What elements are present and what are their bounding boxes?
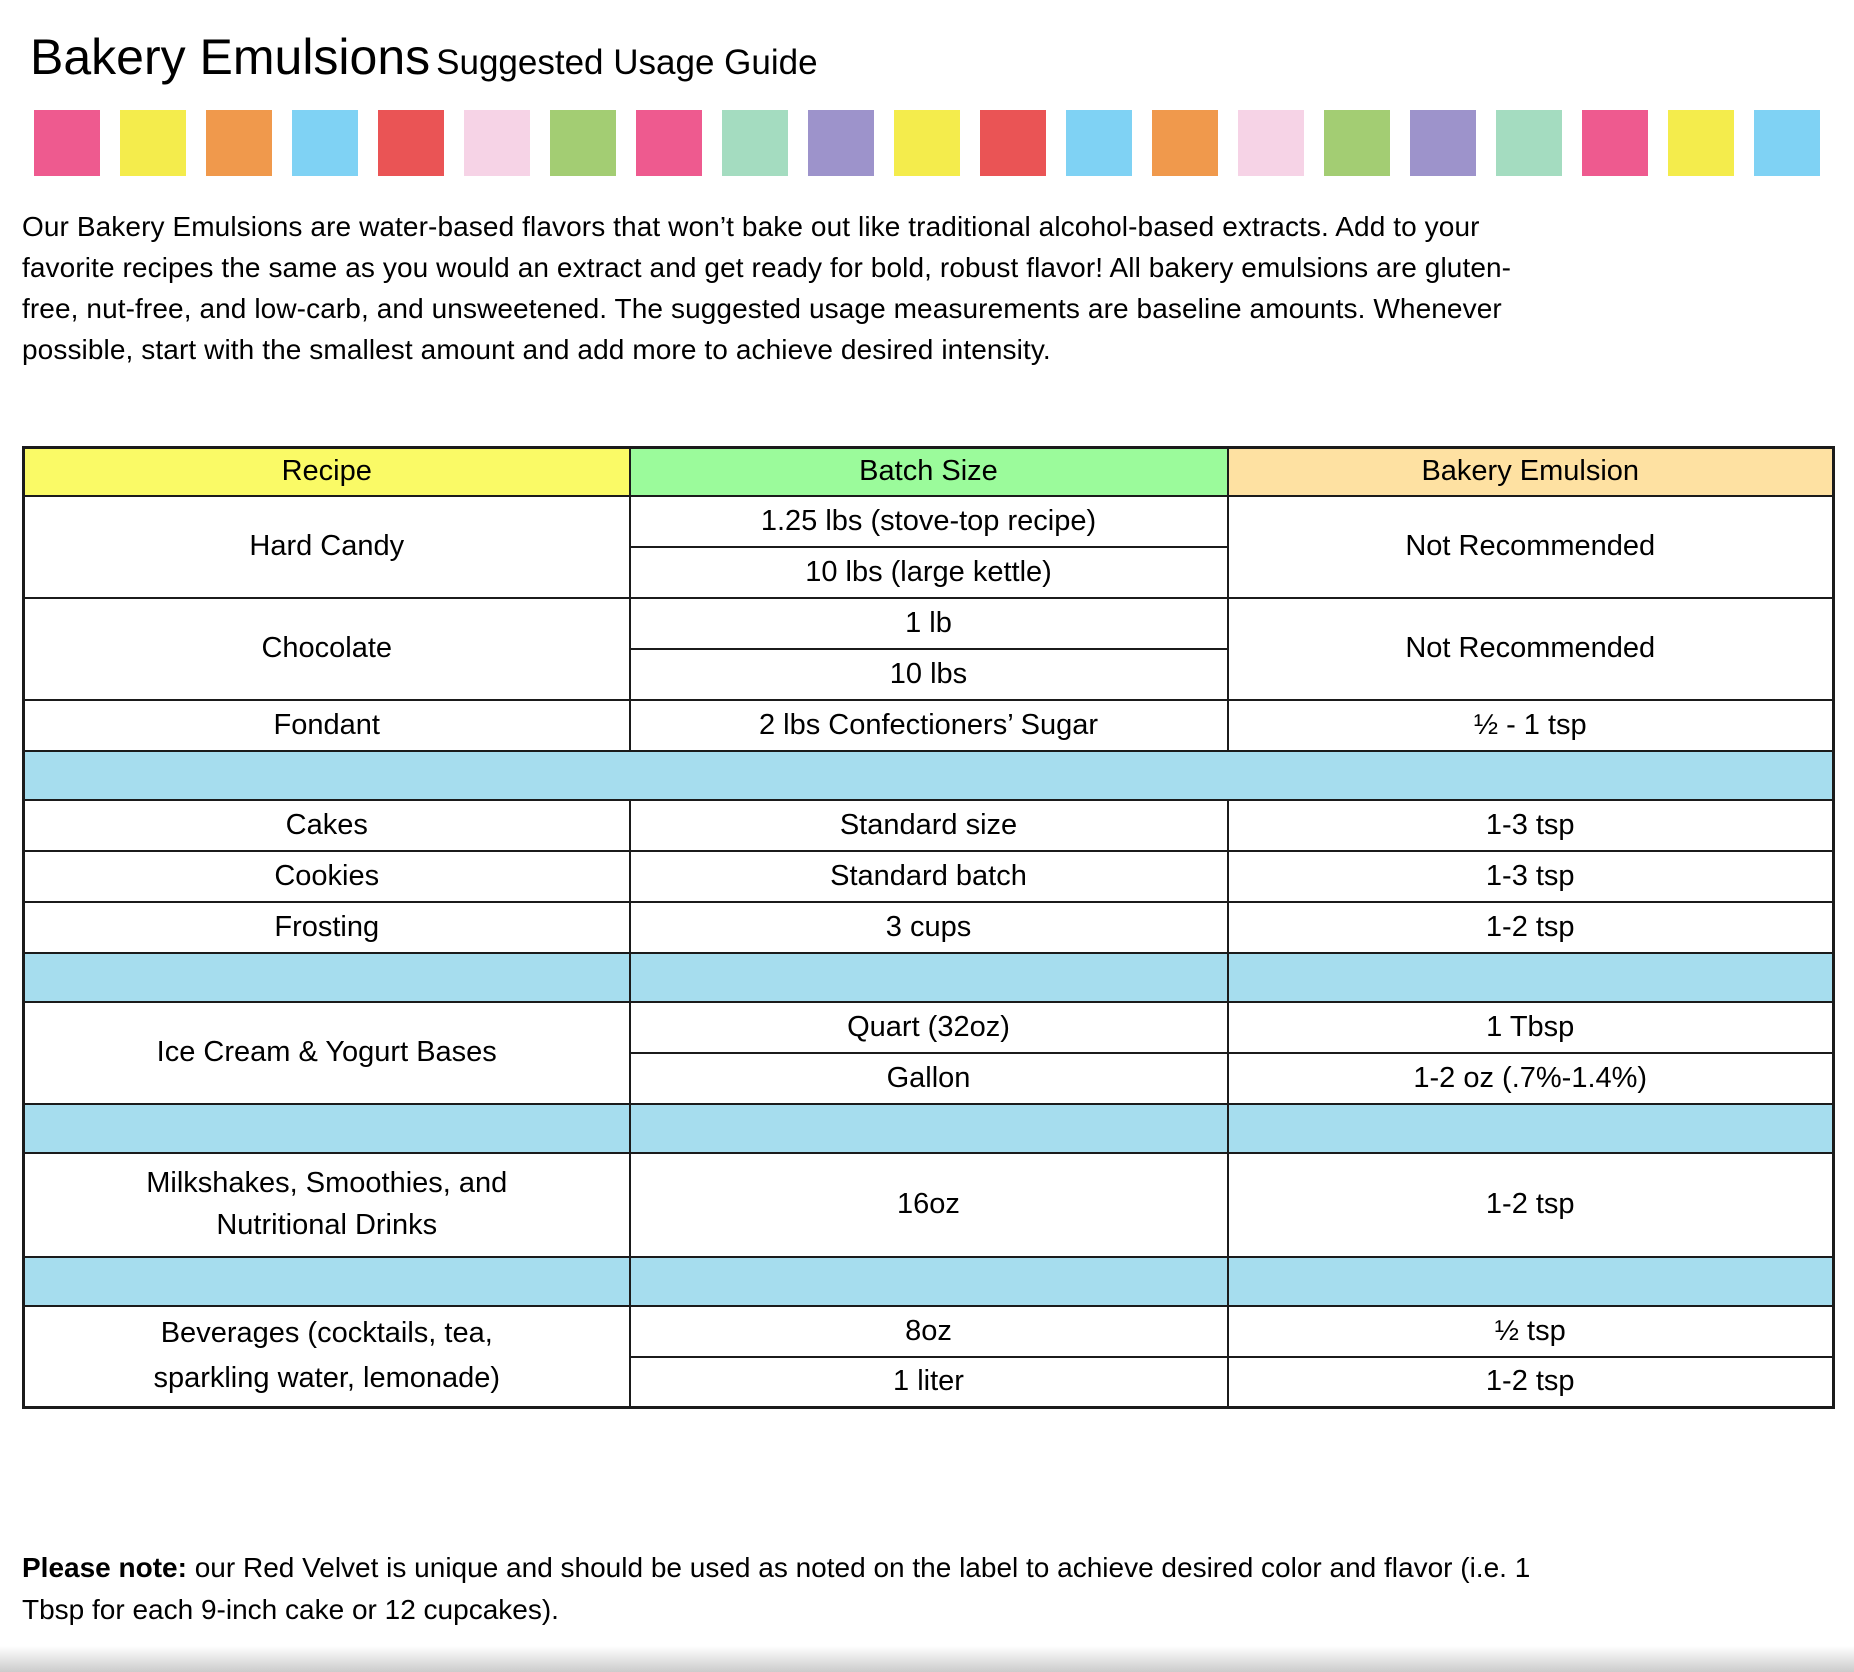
batch-cell-hard-candy-kettle: 10 lbs (large kettle) <box>630 547 1228 598</box>
recipe-cell-ice-cream: Ice Cream & Yogurt Bases <box>24 1002 630 1104</box>
divider-cell <box>630 1257 1228 1306</box>
emulsion-cell-fondant: ½ - 1 tsp <box>1228 700 1834 751</box>
recipe-cell-beverages-text: Beverages (cocktails, tea, sparkling water, lemonade) <box>153 1317 501 1395</box>
color-swatch <box>1496 110 1562 176</box>
divider-cell <box>24 751 1834 800</box>
footnote-label: Please note: <box>22 1552 187 1583</box>
color-swatch <box>1410 110 1476 176</box>
table-row <box>24 902 1834 953</box>
divider-cell <box>630 1104 1228 1153</box>
color-swatch <box>1152 110 1218 176</box>
intro-line: Our Bakery Emulsions are water-based flavors that won’t bake out like traditional alcohol-based extracts. Add to your <box>22 211 1480 242</box>
emulsion-cell-hard-candy: Not Recommended <box>1228 496 1834 598</box>
table-row <box>24 800 1834 851</box>
emulsion-cell-ice-cream-gallon: 1-2 oz (.7%-1.4%) <box>1228 1053 1834 1104</box>
batch-cell-milkshakes: 16oz <box>630 1153 1228 1257</box>
divider-row <box>24 1104 1834 1153</box>
batch-cell-cookies: Standard batch <box>630 851 1228 902</box>
color-swatch <box>464 110 530 176</box>
color-swatch <box>1238 110 1304 176</box>
document-page <box>0 26 1854 1631</box>
batch-cell-cakes: Standard size <box>630 800 1228 851</box>
page-title-main: Bakery Emulsions <box>30 29 431 85</box>
divider-cell <box>630 953 1228 1002</box>
batch-cell-chocolate-1lb: 1 lb <box>630 598 1228 649</box>
color-swatch <box>550 110 616 176</box>
emulsion-cell-chocolate: Not Recommended <box>1228 598 1834 700</box>
batch-cell-chocolate-10lbs: 10 lbs <box>630 649 1228 700</box>
emulsion-cell-frosting: 1-2 tsp <box>1228 902 1834 953</box>
color-swatch <box>206 110 272 176</box>
recipe-cell-milkshakes <box>24 1153 630 1257</box>
batch-cell-beverages-8oz: 8oz <box>630 1306 1228 1357</box>
emulsion-cell-ice-cream-quart: 1 Tbsp <box>1228 1002 1834 1053</box>
color-swatch <box>1754 110 1820 176</box>
divider-cell <box>1228 953 1834 1002</box>
footnote-line: Tbsp for each 9-inch cake or 12 cupcakes). <box>22 1594 559 1625</box>
page-title <box>30 26 1832 94</box>
emulsion-cell-milkshakes: 1-2 tsp <box>1228 1153 1834 1257</box>
batch-cell-fondant: 2 lbs Confectioners’ Sugar <box>630 700 1228 751</box>
table-header-row <box>24 448 1834 496</box>
batch-cell-ice-cream-quart: Quart (32oz) <box>630 1002 1228 1053</box>
table-row <box>24 700 1834 751</box>
footnote-line: our Red Velvet is unique and should be used as noted on the label to achieve desired color and flavor (i.e. 1 <box>194 1552 1531 1583</box>
divider-row <box>24 1257 1834 1306</box>
table-row <box>24 598 1834 649</box>
color-swatch <box>636 110 702 176</box>
table-row <box>24 851 1834 902</box>
recipe-cell-chocolate: Chocolate <box>24 598 630 700</box>
emulsion-cell-beverages-liter: 1-2 tsp <box>1228 1357 1834 1408</box>
page-subtitle: Suggested Usage Guide <box>436 43 818 82</box>
recipe-cell-beverages <box>24 1306 630 1408</box>
divider-cell <box>24 953 630 1002</box>
recipe-cell-fondant: Fondant <box>24 700 630 751</box>
color-swatch <box>894 110 960 176</box>
color-swatch <box>292 110 358 176</box>
emulsion-cell-cakes: 1-3 tsp <box>1228 800 1834 851</box>
color-swatch <box>722 110 788 176</box>
color-swatch <box>1324 110 1390 176</box>
emulsion-cell-cookies: 1-3 tsp <box>1228 851 1834 902</box>
color-swatch <box>1582 110 1648 176</box>
intro-line: free, nut-free, and low-carb, and unsweetened. The suggested usage measurements are baseline amounts. Whenever <box>22 293 1502 324</box>
table-row <box>24 1002 1834 1053</box>
divider-row <box>24 953 1834 1002</box>
table-row <box>24 496 1834 547</box>
divider-cell <box>1228 1257 1834 1306</box>
intro-line: favorite recipes the same as you would an extract and get ready for bold, robust flavor! All bakery emulsions are gluten- <box>22 252 1512 283</box>
batch-cell-ice-cream-gallon: Gallon <box>630 1053 1228 1104</box>
divider-cell <box>24 1104 630 1153</box>
recipe-cell-frosting: Frosting <box>24 902 630 953</box>
recipe-cell-cookies: Cookies <box>24 851 630 902</box>
divider-row <box>24 751 1834 800</box>
color-swatch <box>34 110 100 176</box>
table-row <box>24 1306 1834 1357</box>
divider-cell <box>24 1257 630 1306</box>
recipe-cell-hard-candy: Hard Candy <box>24 496 630 598</box>
intro-line: possible, start with the smallest amount and add more to achieve desired intensity. <box>22 334 1051 365</box>
recipe-cell-milkshakes-text: Milkshakes, Smoothies, and Nutritional Drinks <box>146 1167 508 1241</box>
header-cell-bakery-emulsion: Bakery Emulsion <box>1228 448 1834 496</box>
intro-paragraph <box>22 206 1832 370</box>
color-swatch <box>378 110 444 176</box>
header-cell-recipe: Recipe <box>24 448 630 496</box>
color-swatch <box>1066 110 1132 176</box>
emulsion-cell-beverages-8oz: ½ tsp <box>1228 1306 1834 1357</box>
batch-cell-beverages-liter: 1 liter <box>630 1357 1228 1408</box>
color-strip <box>22 110 1832 176</box>
color-swatch <box>808 110 874 176</box>
batch-cell-frosting: 3 cups <box>630 902 1228 953</box>
divider-cell <box>1228 1104 1834 1153</box>
color-swatch <box>120 110 186 176</box>
color-swatch <box>1668 110 1734 176</box>
bottom-fade <box>0 1646 1854 1672</box>
table-row <box>24 1153 1834 1257</box>
recipe-cell-cakes: Cakes <box>24 800 630 851</box>
usage-table <box>22 446 1835 1409</box>
footnote <box>22 1547 1562 1631</box>
batch-cell-hard-candy-stovetop: 1.25 lbs (stove-top recipe) <box>630 496 1228 547</box>
color-swatch <box>980 110 1046 176</box>
header-cell-batch-size: Batch Size <box>630 448 1228 496</box>
